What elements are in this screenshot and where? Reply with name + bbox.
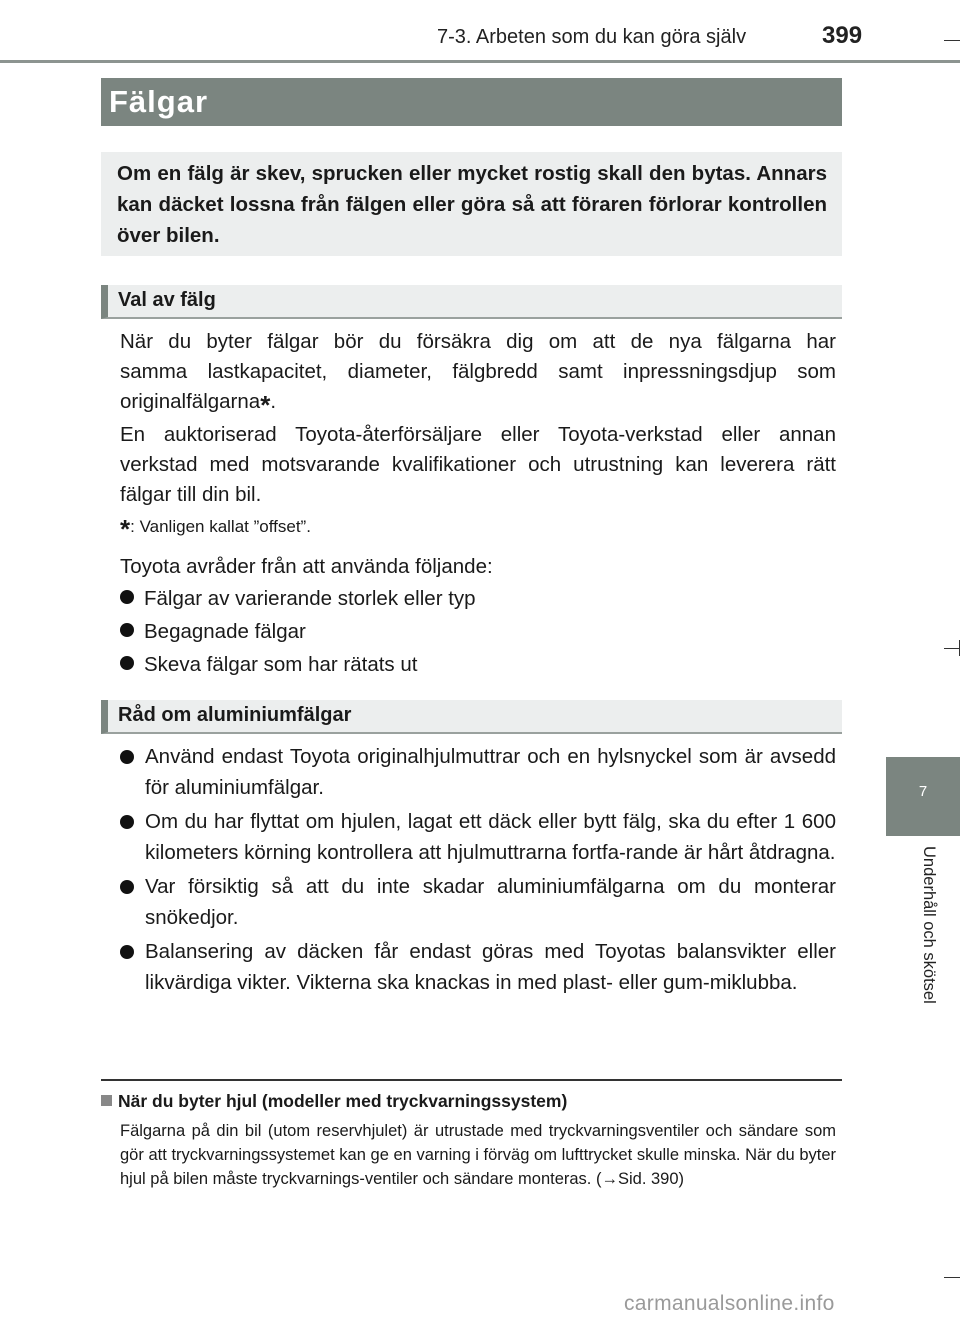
bullet-dot [120,656,134,670]
bullet-dot [120,623,134,637]
bullet-text: Använd endast Toyota originalhjulmuttrar och en hylsnyckel som är avsedd för aluminiumfälgar. [145,745,836,799]
bullet-text: Skeva fälgar som har rätats ut [144,653,418,676]
footnote [120,514,311,545]
paragraph-dealer: En auktoriserad Toyota-återförsäljare eller Toyota-verkstad eller annan verkstad med motsvarande kvalifikationer och utrustning kan leverera rätt fälgar till din bil. [120,423,836,506]
bullet-item [120,806,836,868]
footnote-star: * [120,514,131,544]
bullet-dot [120,815,134,829]
footnote-star: * [260,390,271,420]
section-heading-bar [101,700,842,734]
header-rule [0,60,960,63]
note-body [120,1119,836,1191]
paragraph-line [120,387,836,420]
running-header-section: 7-3. Arbeten som du kan göra själv [437,26,747,48]
paragraph-line: När du byter fälgar bör du försäkra dig om att de nya fälgarna har [120,330,836,353]
intro-box [101,152,842,256]
title-bar [101,78,842,126]
paragraph-period: . [270,390,277,413]
crop-mark [944,40,960,41]
page-reference-link[interactable]: Sid. 390) [617,1170,685,1188]
bullet-item [120,616,306,647]
bullet-dot [120,880,134,894]
footnote-text: : Vanligen kallat ”offset”. [130,517,311,536]
crop-mark [944,648,960,649]
paragraph-wheel-choice [120,327,836,510]
paragraph-text: originalfälgarna [120,390,261,413]
bullet-text: Begagnade fälgar [144,620,306,643]
bullet-item [120,871,836,933]
advice-intro: Toyota avråder från att använda följande: [120,555,493,578]
chapter-label: Underhåll och skötsel [920,846,938,1004]
section-heading: Val av fälg [118,289,216,311]
note-separator [101,1079,842,1081]
square-bullet-icon [101,1095,112,1106]
note-body-text: Fälgarna på din bil (utom reservhjulet) är utrustade med tryckvarningsventiler och sändare som gör att tryckvarningssystemet kan ge en varning i förväg om lufttrycket skulle minska. När du byter hjul på bilen måste tryckvarnings-ventiler och sändare monteras. ( [120,1122,836,1188]
section-heading: Råd om aluminiumfälgar [118,704,352,726]
paragraph-line: samma lastkapacitet, diameter, fälgbredd samt inpressningsdjup som [120,360,836,383]
page-title: Fälgar [109,84,209,119]
bullet-text: Var försiktig så att du inte skadar aluminiumfälgarna om du monterar snökedjor. [145,875,836,929]
bullet-text: Balansering av däcken får endast göras med Toyotas balansvikter eller likvärdiga vikter. Vikterna ska knackas in med plast- eller gum-miklubba. [145,940,836,994]
note-heading-text: När du byter hjul (modeller med tryckvarningssystem) [118,1091,568,1111]
crop-mark [944,1277,960,1278]
bullet-text: Om du har flyttat om hjulen, lagat ett däck eller bytt fälg, ska du efter 1 600 kilometers körning kontrollera att hjulmuttrarna fortfa-rande är hårt åtdragna. [145,810,836,864]
arrow-right-icon: → [601,1170,618,1188]
note-heading [101,1091,567,1112]
bullet-dot [120,590,134,604]
bullet-dot [120,750,134,764]
chapter-number: 7 [918,783,928,800]
bullet-list [120,741,836,1001]
bullet-item [120,741,836,803]
page-number: 399 [822,22,863,49]
bullet-item [120,583,476,614]
intro-text: Om en fälg är skev, sprucken eller mycket rostig skall den bytas. Annars kan däcket lossna från fälgen eller göra så att föraren förlorar kontrollen över bilen. [117,162,827,247]
chapter-tab[interactable] [886,757,960,836]
bullet-text: Fälgar av varierande storlek eller typ [144,587,476,610]
bullet-dot [120,945,134,959]
bullet-item [120,649,417,680]
watermark: carmanualsonline.info [624,1292,835,1315]
bullet-item [120,936,836,998]
section-heading-bar [101,285,842,319]
